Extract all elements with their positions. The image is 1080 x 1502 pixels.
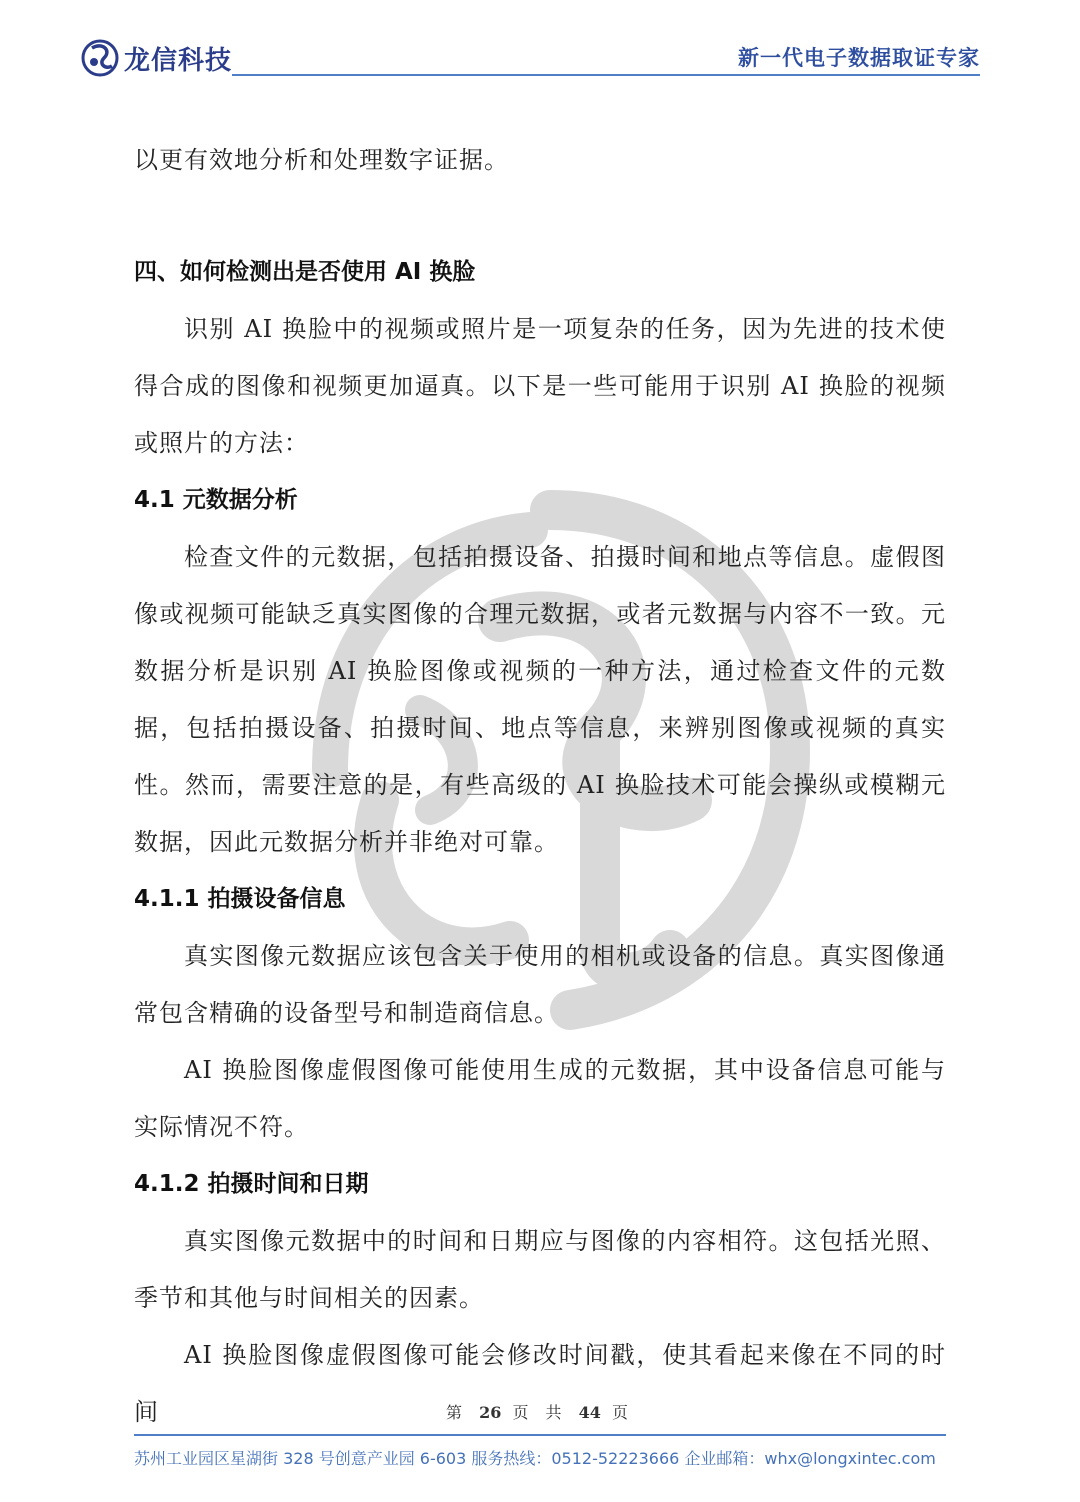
pager-total: 44 [578, 1403, 601, 1422]
company-logo-icon [80, 38, 120, 78]
footer-rule [134, 1434, 946, 1436]
header-slogan: 新一代电子数据取证专家 [738, 46, 980, 70]
paragraph: 识别 AI 换脸中的视频或照片是一项复杂的任务，因为先进的技术使得合成的图像和视频更加逼真。以下是一些可能用于识别 AI 换脸的视频或照片的方法： [134, 315, 946, 457]
spacer [134, 189, 946, 244]
paragraph: 真实图像元数据中的时间和日期应与图像的内容相符。这包括光照、季节和其他与时间相关的因素。 [134, 1227, 946, 1312]
brand-name: 龙信科技 [124, 46, 233, 76]
pager-current: 26 [479, 1403, 502, 1422]
subsection-heading: 4.1 元数据分析 [134, 487, 298, 513]
paragraph: AI 换脸图像虚假图像可能会修改时间戳，使其看起来像在不同的时间 [134, 1341, 946, 1426]
paragraph: 真实图像元数据应该包含关于使用的相机或设备的信息。真实图像通常包含精确的设备型号和制造商信息。 [134, 942, 946, 1027]
footer-contact: 苏州工业园区星湖街 328 号创意产业园 6-603 服务热线：0512-52223666 企业邮箱：whx@longxintec.com [134, 1449, 936, 1468]
pager-prefix: 第 [445, 1403, 468, 1422]
subsection-heading: 4.1.1 拍摄设备信息 [134, 886, 346, 912]
subsection-heading: 4.1.2 拍摄时间和日期 [134, 1171, 369, 1197]
paragraph: 以更有效地分析和处理数字证据。 [134, 146, 509, 174]
pager-middle: 页 共 [512, 1403, 568, 1422]
page-body [134, 132, 946, 1441]
page-header [0, 0, 1080, 80]
header-rule [232, 74, 980, 76]
paragraph: 检查文件的元数据，包括拍摄设备、拍摄时间和地点等信息。虚假图像或视频可能缺乏真实图像的合理元数据，或者元数据与内容不一致。元数据分析是识别 AI 换脸图像或视频的一种方法，通过检查文件的元数据，包括拍摄设备、拍摄时间、地点等信息，来辨别图像或视频的真实性。然而，需要注意的是，有些高级的 AI 换脸技术可能会操纵或模糊元数据，因此元数据分析并非绝对可靠。 [134, 543, 946, 856]
section-heading: 四、如何检测出是否使用 AI 换脸 [134, 259, 476, 285]
paragraph: AI 换脸图像虚假图像可能使用生成的元数据，其中设备信息可能与实际情况不符。 [134, 1056, 946, 1141]
page-number [0, 1400, 1080, 1423]
pager-suffix: 页 [612, 1403, 635, 1422]
